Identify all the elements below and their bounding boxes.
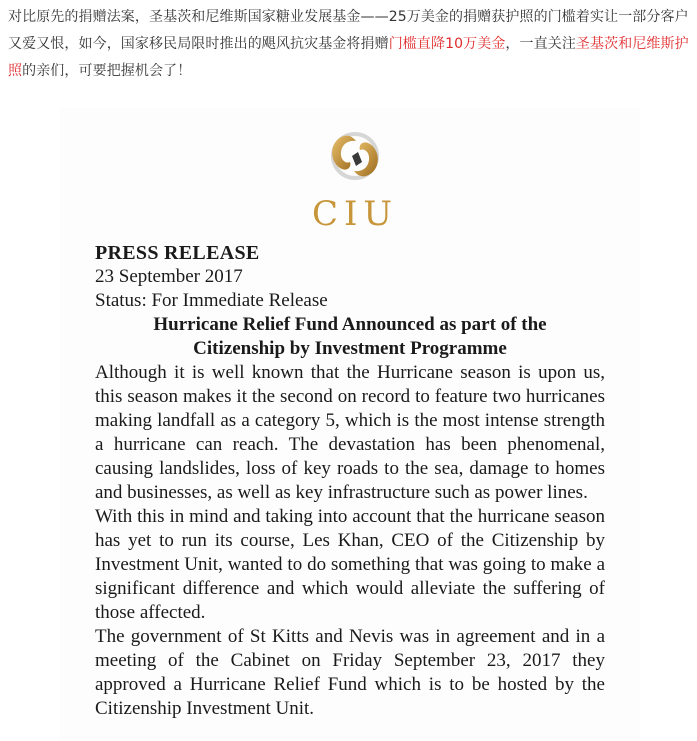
- intro-text-1: 对比原先的捐赠法案，圣基茨和尼维斯国家糖业发展基金——25万美金的捐赠获护照的门槛着实让一部分客户又爱又恨，如今，国家移民局限时推出的飓风抗灾基金将捐赠: [8, 9, 689, 52]
- press-release-body: [95, 241, 605, 721]
- intro-highlight-passport: 圣基茨和尼维斯护照: [8, 36, 689, 79]
- ciu-logo-text: CIU: [311, 194, 399, 234]
- release-status: Status: For Immediate Release: [95, 290, 328, 311]
- headline-line-1: Hurricane Relief Fund Announced as part of the: [153, 314, 547, 335]
- paragraph-3: The government of St Kitts and Nevis was in agreement and in a meeting of the Cabinet on Friday September 23, 2017 they approved a Hurricane Relief Fund which is to be hosted by the Citizenship Investment Unit.: [95, 626, 605, 719]
- paragraph-1: Although it is well known that the Hurricane season is upon us, this season makes it the second on record to feature two hurricanes making landfall as a category 5, which is the most intense strength a hurricane can reach. The devastation has been phenomenal, causing landslides, loss of key roads to the sea, damage to homes and businesses, as well as key infrastructure such as power lines.: [95, 362, 605, 503]
- intro-paragraph: [8, 4, 691, 85]
- press-release-title: PRESS RELEASE: [95, 242, 260, 264]
- headline-line-2: Citizenship by Investment Programme: [193, 338, 507, 359]
- release-date: 23 September 2017: [95, 266, 243, 287]
- intro-highlight-threshold: 门槛直降10万美金: [388, 36, 506, 52]
- intro-text-3: 的亲们，可要把握机会了！: [22, 63, 192, 79]
- paragraph-2: With this in mind and taking into account that the hurricane season has yet to run its course, Les Khan, CEO of the Citizenship by Investment Unit, wanted to do something that was going to make a significant difference and which would alleviate the suffering of those affected.: [95, 506, 605, 623]
- ciu-emblem-icon: [300, 122, 410, 202]
- press-release-document: [60, 108, 640, 741]
- ciu-logo: [300, 122, 410, 232]
- intro-text-2: ，一直关注: [505, 36, 576, 52]
